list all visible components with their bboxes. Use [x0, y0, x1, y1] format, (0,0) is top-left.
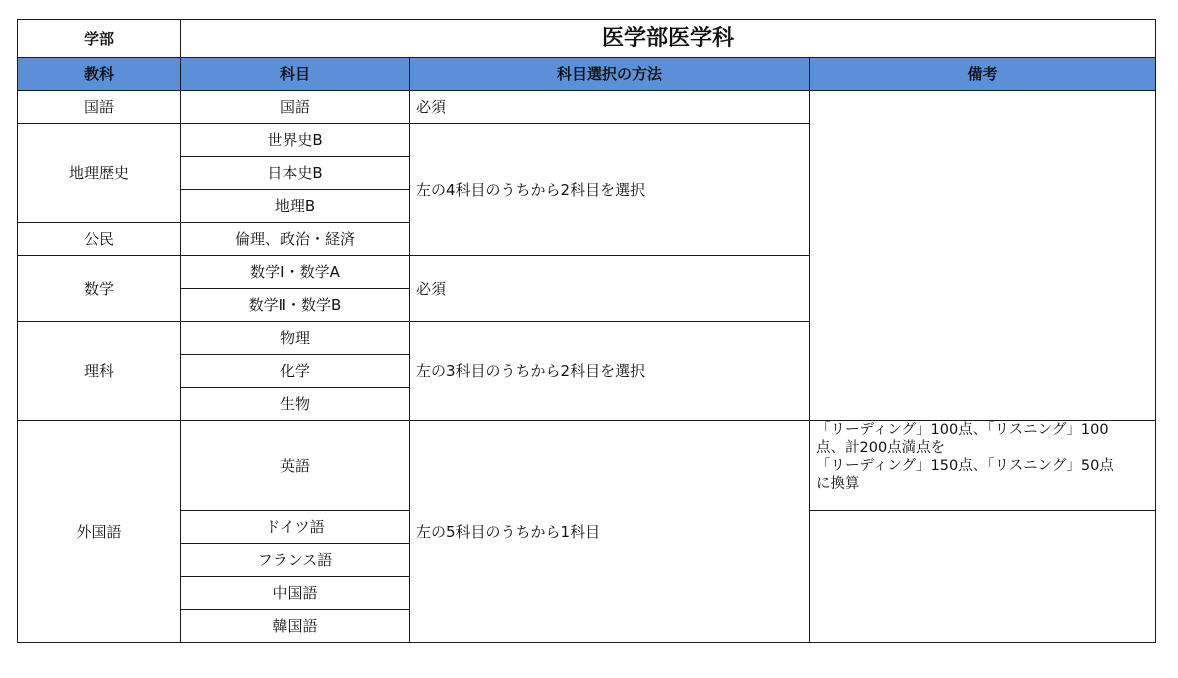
- header-subject-area: 教科: [18, 58, 181, 91]
- kokugo-subject-cell: 国語: [181, 91, 410, 124]
- science-method-cell: 左の3科目のうちから2科目を選択: [410, 322, 810, 421]
- sugaku-area-cell: 数学: [18, 256, 181, 322]
- table-row: [18, 91, 1156, 124]
- chireki-area-cell: 地理歴史: [18, 124, 181, 223]
- seibutsu-cell: 生物: [181, 388, 410, 421]
- eigo-cell: 英語: [181, 421, 410, 511]
- table-row: [18, 421, 1156, 511]
- english-note-line: 「リーディング」100点、「リスニング」100: [816, 422, 1109, 438]
- nihonshi-cell: 日本史B: [181, 157, 410, 190]
- english-note-line: 点、計200点満点を: [816, 440, 946, 456]
- doitsugo-cell: ドイツ語: [181, 511, 410, 544]
- dept-name-cell: 医学部医学科: [181, 20, 1156, 58]
- rinri-cell: 倫理、政治・経済: [181, 223, 410, 256]
- komin-area-cell: 公民: [18, 223, 181, 256]
- subject-requirements-table: [17, 19, 1156, 643]
- social-method-cell: 左の4科目のうちから2科目を選択: [410, 124, 810, 256]
- chugokugo-cell: 中国語: [181, 577, 410, 610]
- chiri-cell: 地理B: [181, 190, 410, 223]
- header-method: 科目選択の方法: [410, 58, 810, 91]
- remarks-empty-cell-bottom: [810, 511, 1156, 643]
- english-note-line: に換算: [816, 476, 860, 492]
- dept-label-cell: 学部: [18, 20, 181, 58]
- english-note-cell: [810, 421, 1156, 511]
- english-note-line: 「リーディング」150点、「リスニング」50点: [816, 458, 1114, 474]
- kokugo-area-cell: 国語: [18, 91, 181, 124]
- math1a-cell: 数学Ⅰ・数学A: [181, 256, 410, 289]
- math2b-cell: 数学Ⅱ・数学B: [181, 289, 410, 322]
- rika-area-cell: 理科: [18, 322, 181, 421]
- sekaishi-cell: 世界史B: [181, 124, 410, 157]
- gaikokugo-area-cell: 外国語: [18, 421, 181, 643]
- remarks-empty-cell-top: [810, 91, 1156, 421]
- kokugo-method-cell: 必須: [410, 91, 810, 124]
- lang-method-cell: 左の5科目のうちから1科目: [410, 421, 810, 643]
- kankokugo-cell: 韓国語: [181, 610, 410, 643]
- title-row: [18, 20, 1156, 58]
- math-method-cell: 必須: [410, 256, 810, 322]
- butsuri-cell: 物理: [181, 322, 410, 355]
- header-remarks: 備考: [810, 58, 1156, 91]
- furansugo-cell: フランス語: [181, 544, 410, 577]
- header-subject: 科目: [181, 58, 410, 91]
- header-row: [18, 58, 1156, 91]
- kagaku-cell: 化学: [181, 355, 410, 388]
